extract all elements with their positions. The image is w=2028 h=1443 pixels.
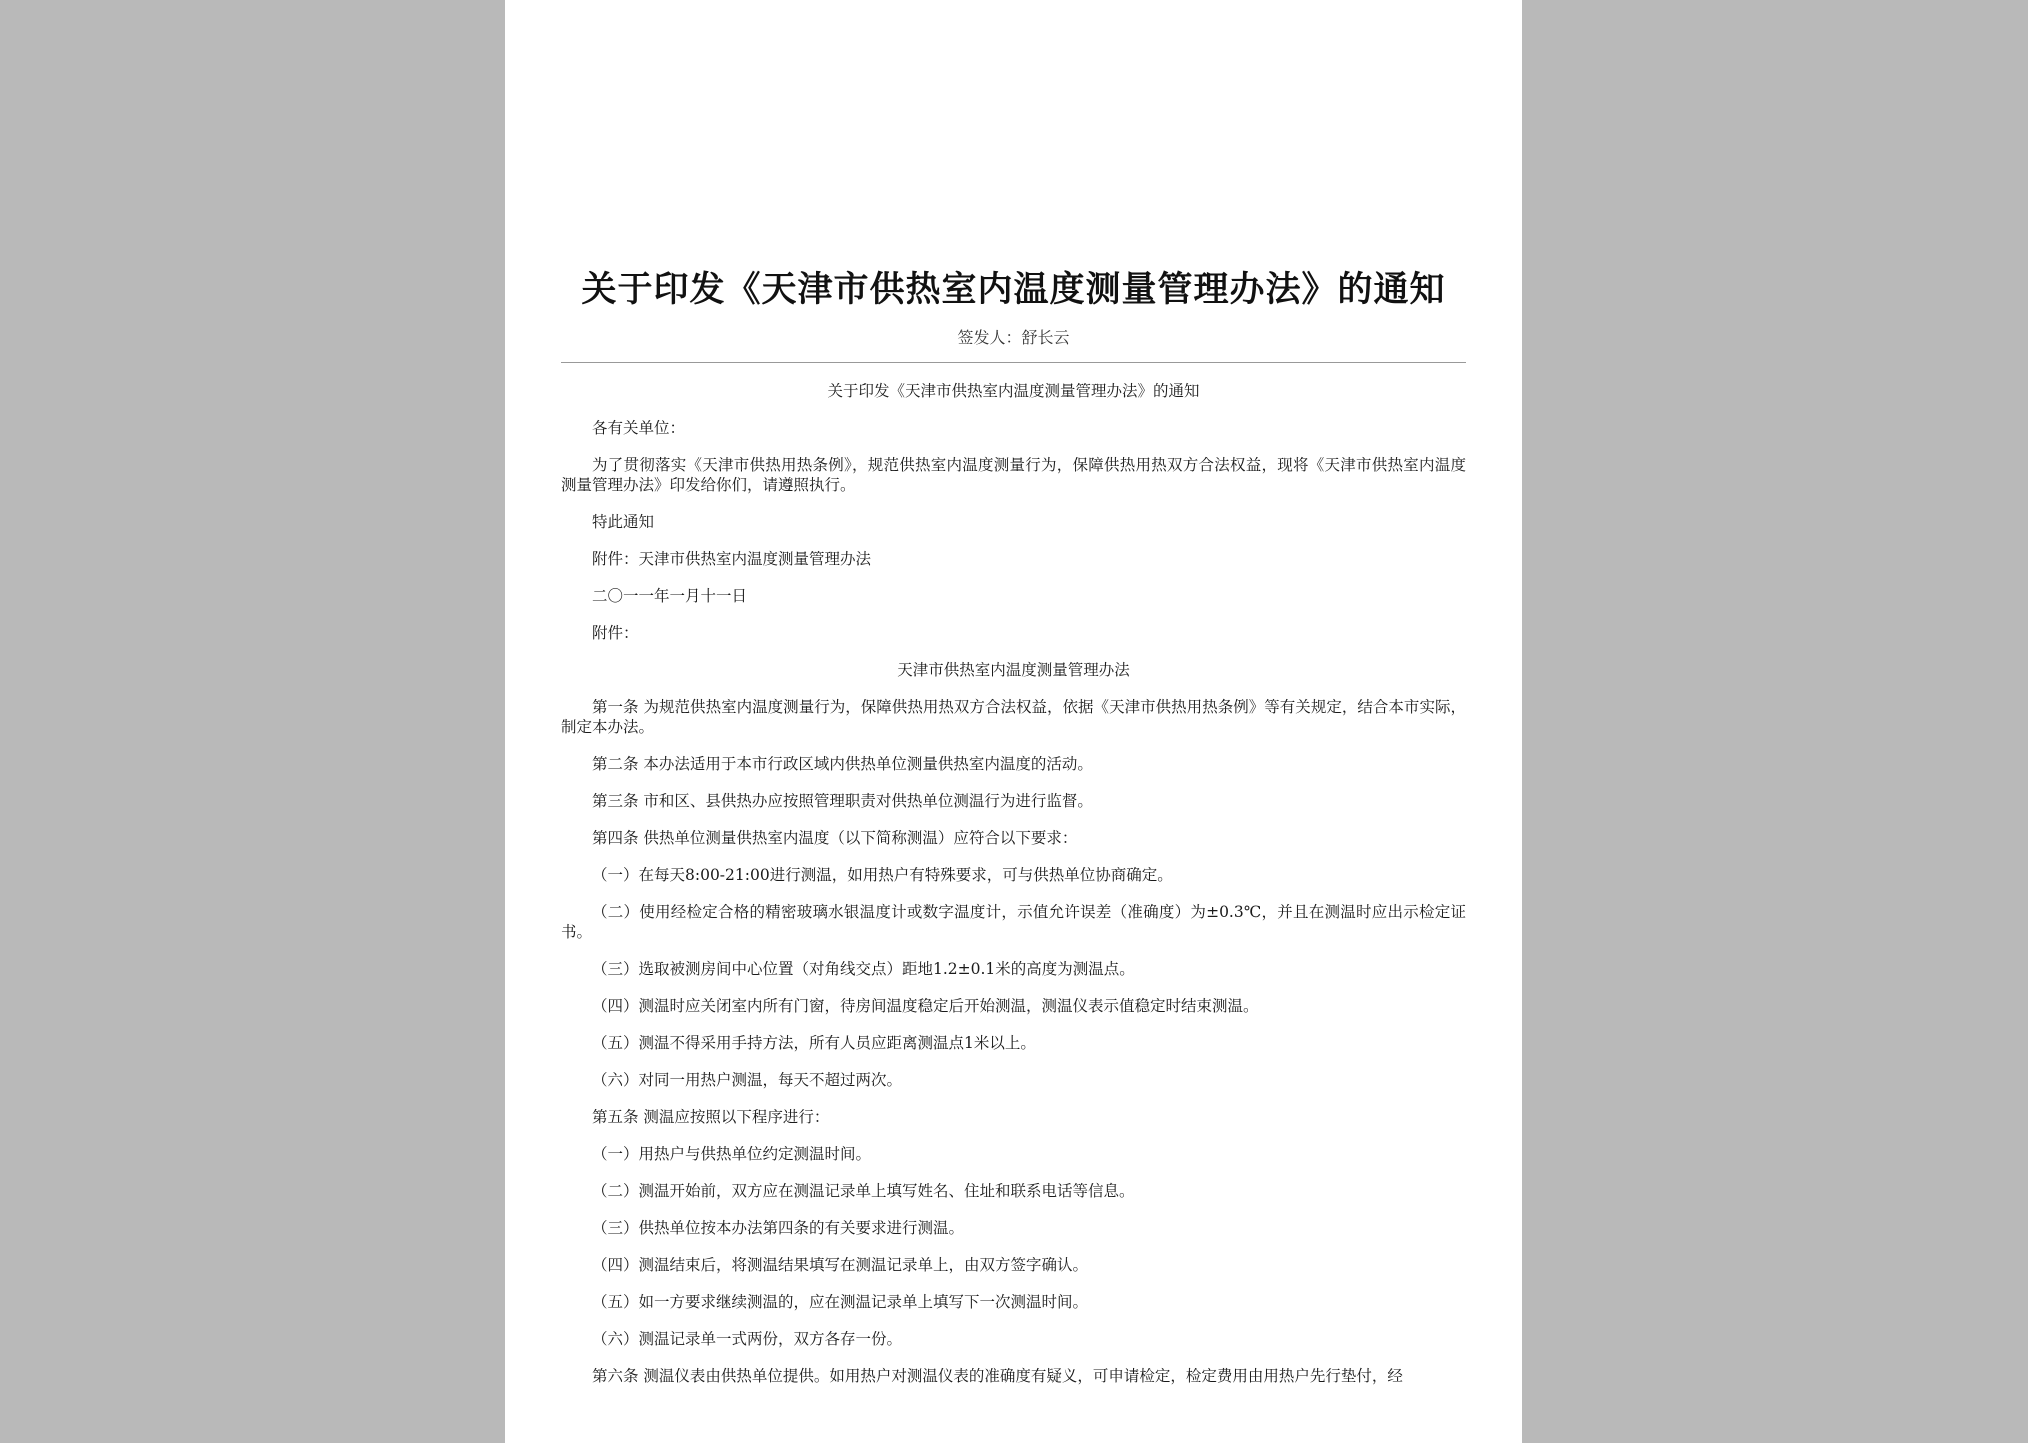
article-4: 第四条 供热单位测量供热室内温度（以下简称测温）应符合以下要求：	[592, 829, 1078, 847]
article-5-item-2: （二）测温开始前，双方应在测温记录单上填写姓名、住址和联系电话等信息。	[592, 1182, 1135, 1200]
article-4-item-3: （三）选取被测房间中心位置（对角线交点）距地1.2±0.1米的高度为测温点。	[592, 960, 1135, 978]
notice-line: 特此通知	[592, 513, 655, 531]
article-5-item-4: （四）测温结束后，将测温结果填写在测温记录单上，由双方签字确认。	[592, 1256, 1089, 1274]
article-5: 第五条 测温应按照以下程序进行：	[592, 1108, 830, 1126]
article-4-item-6: （六）对同一用热户测温，每天不超过两次。	[592, 1071, 903, 1089]
document-signer: 签发人：舒长云	[957, 328, 1070, 347]
document-body	[561, 381, 1466, 1386]
article-4-item-4: （四）测温时应关闭室内所有门窗，待房间温度稳定后开始测温，测温仪表示值稳定时结束测温。	[592, 997, 1259, 1015]
attachment-label: 附件：	[592, 624, 639, 642]
attachment-reference: 附件：天津市供热室内温度测量管理办法	[592, 550, 872, 568]
document-page	[505, 0, 1522, 1443]
title-divider	[561, 362, 1466, 363]
article-1: 第一条 为规范供热室内温度测量行为，保障供热用热双方合法权益，依据《天津市供热用热条例》等有关规定，结合本市实际，制定本办法。	[561, 698, 1466, 736]
article-5-item-1: （一）用热户与供热单位约定测温时间。	[592, 1145, 872, 1163]
article-4-item-1: （一）在每天8:00-21:00进行测温，如用热户有特殊要求，可与供热单位协商确定。	[592, 866, 1173, 884]
notice-subtitle: 关于印发《天津市供热室内温度测量管理办法》的通知	[827, 382, 1200, 400]
article-3: 第三条 市和区、县供热办应按照管理职责对供热单位测温行为进行监督。	[592, 792, 1093, 810]
measures-title: 天津市供热室内温度测量管理办法	[897, 661, 1130, 679]
article-4-item-5: （五）测温不得采用手持方法，所有人员应距离测温点1米以上。	[592, 1034, 1036, 1052]
article-4-item-2: （二）使用经检定合格的精密玻璃水银温度计或数字温度计，示值允许误差（准确度）为±0.3℃，并且在测温时应出示检定证书。	[561, 903, 1466, 941]
article-2: 第二条 本办法适用于本市行政区域内供热单位测量供热室内温度的活动。	[592, 755, 1093, 773]
article-5-item-3: （三）供热单位按本办法第四条的有关要求进行测温。	[592, 1219, 965, 1237]
intro-paragraph: 为了贯彻落实《天津市供热用热条例》，规范供热室内温度测量行为，保障供热用热双方合法权益，现将《天津市供热室内温度测量管理办法》印发给你们，请遵照执行。	[561, 456, 1466, 494]
article-5-item-6: （六）测温记录单一式两份，双方各存一份。	[592, 1330, 903, 1348]
document-title: 关于印发《天津市供热室内温度测量管理办法》的通知	[581, 269, 1446, 310]
article-5-item-5: （五）如一方要求继续测温的，应在测温记录单上填写下一次测温时间。	[592, 1293, 1089, 1311]
article-6: 第六条 测温仪表由供热单位提供。如用热户对测温仪表的准确度有疑义，可申请检定，检定费用由用热户先行垫付，经	[592, 1367, 1403, 1385]
issue-date: 二〇一一年一月十一日	[592, 587, 748, 605]
salutation: 各有关单位：	[592, 419, 686, 437]
